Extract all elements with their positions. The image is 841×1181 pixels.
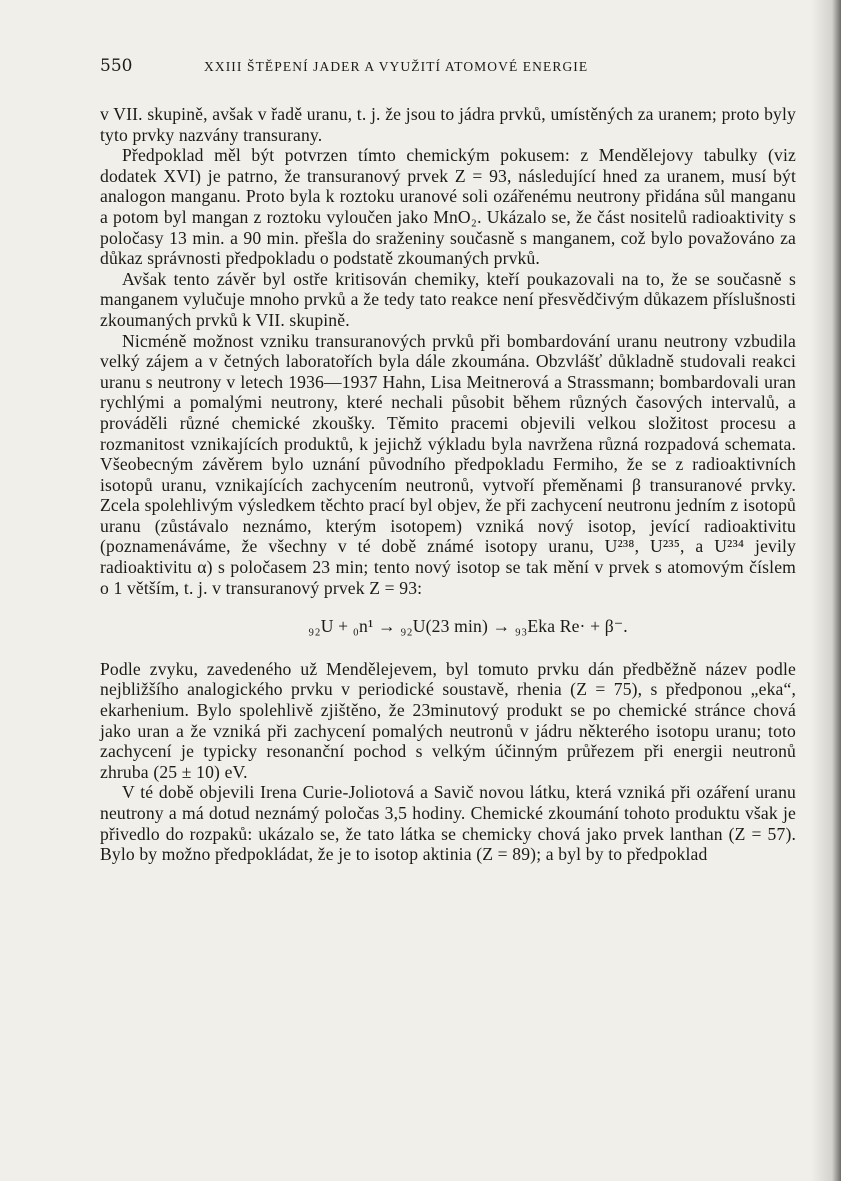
running-head xyxy=(100,56,796,90)
paragraph: Nicméně možnost vzniku transuranových prvků při bombardování uranu neutrony vzbudila velký zájem a v četných laboratořích byla dále zkoumána. Obzvlášť důkladně studovali reakci uranu s neutrony v letech 1936—1937 Hahn, Lisa Meitnerová a Strassmann; bombardovali uran rychlými a pomalými neutrony, které nechali působit během různých časových intervalů, a prováděli různé chemické zkoušky. Těmito pracemi objevili velkou složitost procesu a rozmanitost vznikajících produktů, k jejichž výkladu byla navržena různá rozpadová schemata. Všeobecným závěrem bylo uznání původního předpokladu Fermiho, že se z radioaktivních isotopů uranu, vznikajících zachycením neutronů, vytvoří přeměnami β transuranové prvky. Zcela spolehlivým výsledkem těchto prací byl objev, že při zachycení neutronu jedním z isotopů uranu (zůstávalo neznámo, kterým isotopem) vzniká nový isotop, jevící radioaktivitu (poznamenáváme, že všechny v té době známé isotopy uranu, U²³⁸, U²³⁵, a U²³⁴ jevily radioaktivitu α) s poločasem 23 min; tento nový isotop se tak mění v prvek s atomovým číslem o 1 větším, t. j. v transuranový prvek Z = 93: xyxy=(100,330,796,598)
chapter-title: XXIII ŠTĚPENÍ JADER A VYUŽITÍ ATOMOVÉ ENERGIE xyxy=(204,59,589,74)
paragraph: Podle zvyku, zavedeného už Mendělejevem, byl tomuto prvku dán předběžně název podle nejbližšího analogického prvku v periodické soustavě, rhenia (Z = 75), s předponou „eka“, ekarhenium. Bylo spolehlivě zjištěno, že 23minutový produkt se po chemické stránce chová jako uran a že vzniká při zachycení pomalých neutronů v jádru některého isotopu uranu; toto zachycení je typicky resonanční pochod s velkým účinným průřezem při energii neutronů zhruba (25 ± 10) eV. xyxy=(100,658,796,782)
paragraph: Avšak tento závěr byl ostře kritisován chemiky, kteří poukazovali na to, že se současně s manganem vylučuje mnoho prvků a že tedy tato reakce není přesvědčivým důkazem příslušnosti zkoumaných prvků k VII. skupině. xyxy=(100,268,796,330)
paragraph-continued: v VII. skupině, avšak v řadě uranu, t. j. že jsou to jádra prvků, umístěných za uranem; proto byly tyto prvky nazvány transurany. xyxy=(100,104,796,145)
page-number: 550 xyxy=(100,56,133,76)
paragraph: V té době objevili Irena Curie-Joliotová a Savič novou látku, která vzniká při ozáření uranu neutrony a má dotud neznámý poločas 3,5 hodiny. Chemické zkoumání tohoto produktu však je přivedlo do rozpaků: ukázalo se, že tato látka se chemicky chová jako prvek lanthan (Z = 57). Bylo by možno předpokládat, že je to isotop aktinia (Z = 89); a byl by to předpoklad xyxy=(100,782,796,865)
page-edge-shadow xyxy=(811,0,841,1181)
nuclear-reaction-equation: ₉₂U + ₀n¹ → ₉₂U(23 min) → ₉₃Eka Re· + β⁻. xyxy=(308,616,628,637)
body-text xyxy=(100,104,796,865)
book-page xyxy=(100,56,796,865)
paragraph: Předpoklad měl být potvrzen tímto chemickým pokusem: z Mendělejovy tabulky (viz dodatek XVI) je patrno, že transuranový prvek Z = 93, následující hned za uranem, musí být analogon manganu. Proto byla k roztoku uranové soli ozářenému neutrony přidána sůl manganu a potom byl mangan z roztoku vyloučen jako MnO₂. Ukázalo se, že část nositelů radioaktivity s poločasy 13 min. a 90 min. přešla do sraženiny současně s manganem, což bylo považováno za důkaz správnosti předpokladu o podstatě zkoumaných prvků. xyxy=(100,145,796,269)
